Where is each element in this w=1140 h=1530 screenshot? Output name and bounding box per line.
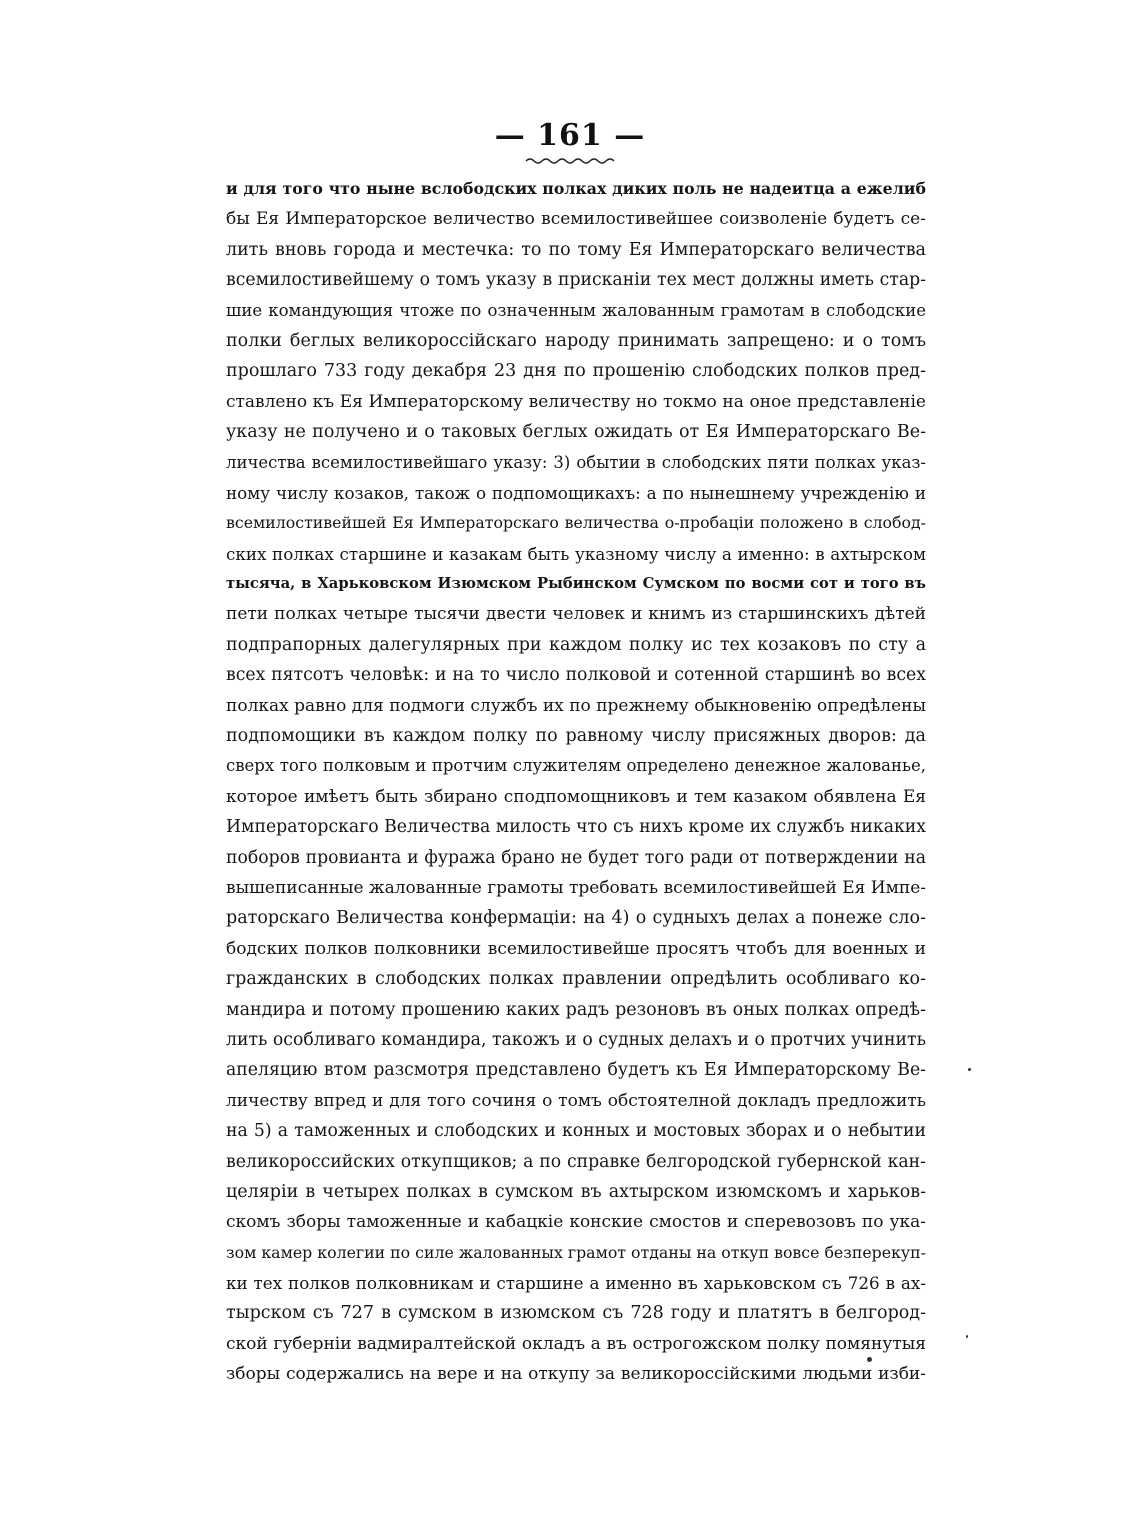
text-line: ставлено къ Ея Императорскому величеству но токмо на оное представленіе (226, 391, 926, 412)
text-line: вышеписанные жалованные грамоты требовать всемилостивейшей Ея Импе- (226, 877, 926, 898)
text-line: ской губерніи вадмиралтейской окладъ а въ острогожском полку помянутыя (226, 1333, 926, 1354)
text-line: лить особливаго командира, такожъ и о судных делахъ и о протчих учинить (226, 1029, 926, 1050)
text-line: зборы содержались на вере и на откупу за великороссійскими людьми изби- (226, 1364, 926, 1385)
text-line: лить вновь города и местечка: то по тому Ея Императорскаго величества (226, 239, 926, 260)
text-line: полки беглых великороссійскаго народу принимать запрещено: и о томъ (226, 330, 926, 351)
text-line: ки тех полков полковникам и старшине а именно въ харьковском съ 726 в ах- (226, 1273, 926, 1294)
text-line: поборов провианта и фуража брано не будет того ради от потверждении на (226, 847, 926, 868)
text-line: зом камер колегии по силе жалованных грамот отданы на откуп вовсе безперекуп- (226, 1242, 926, 1262)
text-line: прошлаго 733 году декабря 23 дня по прошенію слободских полков пред- (226, 361, 926, 382)
text-line: и для того что ныне вслободских полках диких поль не надеитца а ежелиб (226, 179, 926, 198)
text-line: гражданских в слободских полках правлении опредѣлить особливаго ко- (226, 969, 926, 990)
text-line: тырском съ 727 в сумском в изюмском съ 728 году и платятъ в белгород- (226, 1303, 926, 1324)
ink-speck (966, 1335, 968, 1338)
ornament-rule (524, 155, 616, 165)
text-line: личеству впред и для того сочиня о томъ обстоятелной докладъ предложить (226, 1090, 926, 1111)
page-number: — 161 — (494, 118, 646, 153)
text-line: мандира и потому прошению каких радъ резоновъ въ оных полках опредѣ- (226, 999, 926, 1020)
text-line: пети полках четыре тысячи двести человек и книмъ из старшинскихъ дѣтей (226, 604, 926, 625)
text-line: подпомощики въ каждом полку по равному числу присяжных дворов: да (226, 726, 926, 747)
text-line: которое имѣетъ быть збирано сподпомощниковъ и тем казаком обявлена Ея (226, 786, 926, 807)
text-line: на 5) а таможенных и слободских и конных и мостовых зборах и о небытии (226, 1121, 926, 1142)
page-header (0, 118, 1140, 165)
text-line: скомъ зборы таможенные и кабацкіе конские смостов и сперевозовъ по ука- (226, 1212, 926, 1233)
text-line: подпрапорных далегулярных при каждом полку ис тех козаковъ по сту а (226, 634, 926, 655)
text-line: бы Ея Императорское величество всемилостивейшее соизволеніе будетъ се- (226, 209, 926, 230)
text-line: великороссийских откупщиков; а по справке белгородской губернской кан- (226, 1151, 926, 1172)
text-line: указу не получено и о таковых беглых ожидать от Ея Императорскаго Ве- (226, 422, 926, 443)
ink-speck (867, 1357, 872, 1362)
text-line: полках равно для подмоги службъ их по прежнему обыкновенію опредѣлены (226, 695, 926, 716)
text-line: бодских полков полковники всемилостивейше просятъ чтобъ для военных и (226, 938, 926, 959)
text-line: ному числу козаков, також о подпомощикахъ: а по нынешнему учрежденію и (226, 482, 926, 503)
text-line: всех пятсотъ человѣк: и на то число полковой и сотенной старшинѣ во всех (226, 665, 926, 686)
text-line: тысяча, в Харьковском Изюмском Рыбинском Сумском по восми сот и того въ (226, 575, 926, 593)
body-text (226, 174, 926, 1390)
text-line: сверх того полковым и протчим служителям определено денежное жалованье, (226, 756, 926, 776)
text-line: личества всемилостивейшаго указу: 3) обытии в слободских пяти полках указ- (226, 452, 926, 472)
ink-speck (968, 1068, 971, 1071)
text-line: Императорскаго Величества милость что съ нихъ кроме их службъ никаких (226, 817, 926, 838)
text-line: шие командующия чтоже по означенным жалованным грамотам в слободские (226, 300, 926, 320)
text-line: всемилостивейшему о томъ указу в присканіи тех мест должны иметь стар- (226, 270, 926, 291)
text-line: всемилостивейшей Ея Императорскаго величества о-пробаціи положено в слобод- (226, 513, 926, 533)
text-line: раторскаго Величества конфермаціи: на 4) о судныхъ делах а понеже сло- (226, 908, 926, 929)
text-line: апеляцию втом разсмотря представлено будетъ къ Ея Императорскому Ве- (226, 1060, 926, 1081)
text-line: ских полках старшине и казакам быть указному числу а именно: в ахтырском (226, 543, 926, 564)
text-line: целяріи в четырех полках в сумском въ ахтырском изюмскомъ и харьков- (226, 1181, 926, 1202)
